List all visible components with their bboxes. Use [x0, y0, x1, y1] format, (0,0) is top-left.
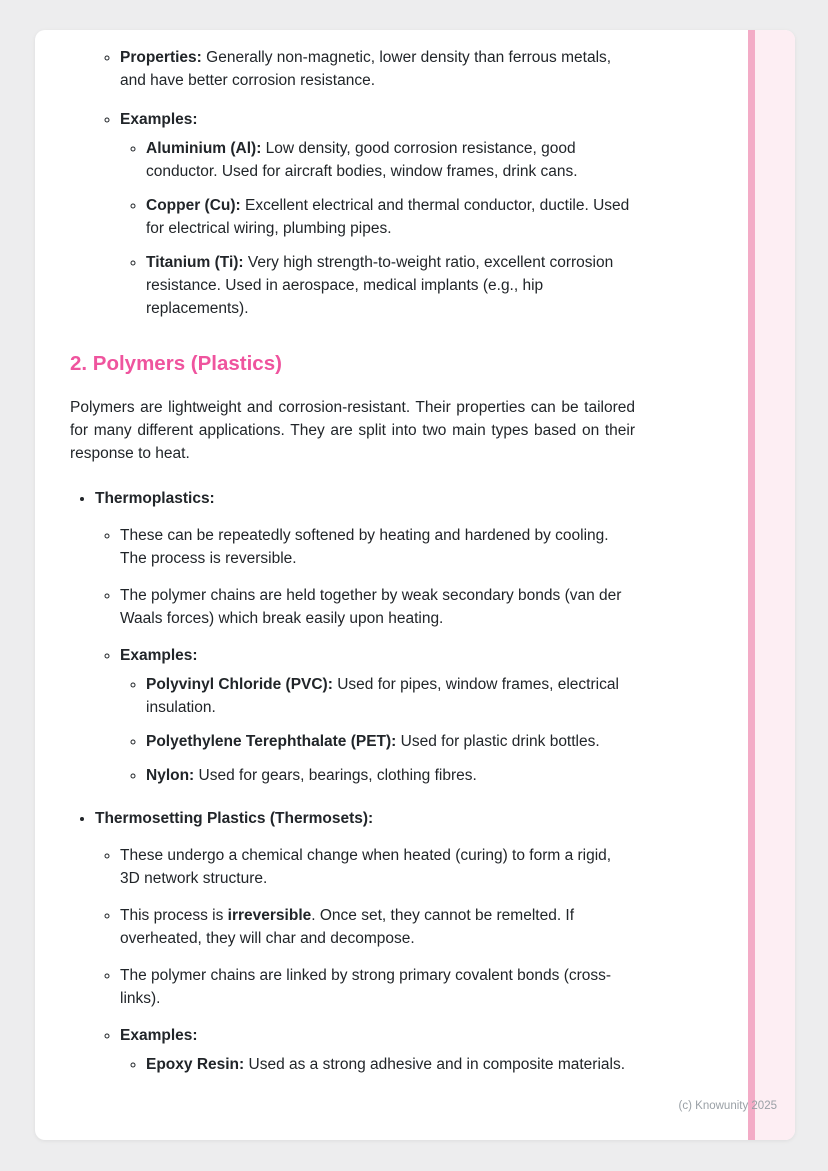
metal-examples-list — [120, 137, 635, 320]
item-bold: Titanium (Ti): — [146, 254, 244, 271]
item-bold: Aluminium (Al): — [146, 140, 262, 157]
list-item — [146, 730, 635, 753]
item-bold: Examples: — [120, 111, 198, 128]
item-pre: This process is — [120, 907, 228, 924]
accent-stripe — [748, 30, 755, 1140]
intro-paragraph: Polymers are lightweight and corrosion-resistant. Their properties can be tailored for many different applications. They are split into two main types based on their response to heat. — [70, 399, 635, 462]
item-bold: Nylon: — [146, 767, 195, 784]
item-text: These can be repeatedly softened by heating and hardened by cooling. The process is reversible. — [120, 527, 609, 567]
item-bold: Examples: — [120, 1027, 198, 1044]
content-card — [35, 30, 795, 1140]
list-item — [120, 844, 635, 890]
list-item — [146, 251, 635, 320]
item-bold: Epoxy Resin: — [146, 1056, 245, 1073]
list-item — [146, 194, 635, 240]
list-item — [120, 46, 635, 92]
section-heading: 2. Polymers (Plastics) — [70, 352, 282, 375]
accent-stripe-light — [749, 30, 795, 1140]
list-item — [146, 1053, 635, 1076]
item-bold: Properties: — [120, 49, 202, 66]
item-text: Very high strength-to-weight ratio, excellent corrosion resistance. Used in aerospace, medical implants (e.g., hip replacements). — [146, 254, 614, 317]
item-bold: Polyvinyl Chloride (PVC): — [146, 676, 333, 693]
list-item — [120, 1024, 635, 1076]
item-text: Used as a strong adhesive and in composite materials. — [244, 1056, 626, 1073]
list-item-thermosets — [95, 807, 635, 1076]
item-bold: Copper (Cu): — [146, 197, 241, 214]
item-bold: Examples: — [120, 647, 198, 664]
list-item — [146, 137, 635, 183]
list-item — [120, 904, 635, 950]
item-text: Used for gears, bearings, clothing fibres. — [194, 767, 477, 784]
list-item — [120, 964, 635, 1010]
list-item — [120, 644, 635, 787]
thermoplastics-points-list — [95, 524, 635, 787]
thermoplastics-examples-list — [120, 673, 635, 787]
list-item — [120, 584, 635, 630]
item-bold: Thermosetting Plastics (Thermosets): — [95, 810, 374, 827]
list-item-thermoplastics — [95, 487, 635, 787]
item-text: The polymer chains are linked by strong primary covalent bonds (cross-links). — [120, 967, 612, 1007]
item-text: Excellent electrical and thermal conductor, ductile. Used for electrical wiring, plumbing pipes. — [146, 197, 630, 237]
metals-list — [70, 46, 635, 320]
item-bold: irreversible — [227, 907, 312, 924]
item-bold: Polyethylene Terephthalate (PET): — [146, 733, 397, 750]
item-text: Used for plastic drink bottles. — [396, 733, 600, 750]
thermosets-points-list — [95, 844, 635, 1076]
list-item — [120, 524, 635, 570]
list-item — [146, 764, 635, 787]
list-item — [120, 108, 635, 320]
polymers-list — [70, 487, 635, 1076]
thermosets-examples-list — [120, 1053, 635, 1076]
item-text: The polymer chains are held together by weak secondary bonds (van der Waals forces) which break easily upon heating. — [120, 587, 622, 627]
watermark: (c) Knowunity 2025 — [678, 1100, 777, 1112]
item-text: . Once set, they cannot be remelted. If overheated, they will char and decompose. — [120, 907, 575, 947]
list-item — [146, 673, 635, 719]
item-text: Generally non-magnetic, lower density than ferrous metals, and have better corrosion resistance. — [120, 49, 612, 89]
item-bold: Thermoplastics: — [95, 490, 215, 507]
item-text: These undergo a chemical change when heated (curing) to form a rigid, 3D network structure. — [120, 847, 612, 887]
document-content — [70, 46, 635, 1076]
item-text: Used for pipes, window frames, electrical insulation. — [146, 676, 619, 716]
item-text: Low density, good corrosion resistance, good conductor. Used for aircraft bodies, window frames, drink cans. — [146, 140, 578, 180]
